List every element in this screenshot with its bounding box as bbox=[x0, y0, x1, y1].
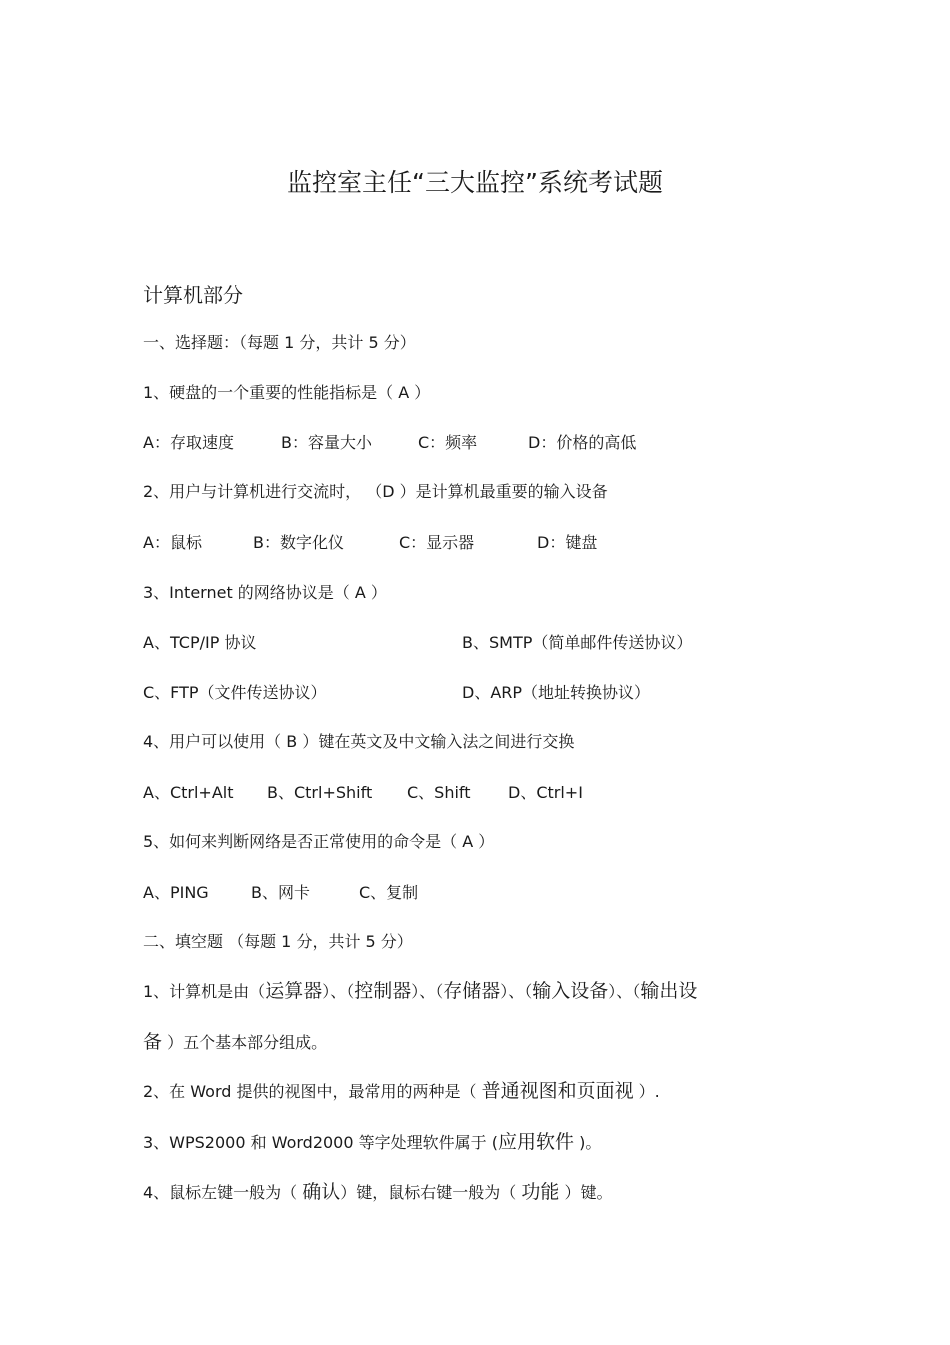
fill-q1-answer-2: 控制器 bbox=[354, 980, 412, 1002]
fill-q1-answer-5-part1: 输出设 bbox=[640, 980, 698, 1002]
q2-option-b: B：数字化仪 bbox=[253, 533, 344, 552]
fill-q2-answer: 普通视图和页面视 bbox=[481, 1080, 634, 1102]
q5-option-c: C、复制 bbox=[359, 883, 419, 902]
fill-q1-suffix: ）五个基本部分组成。 bbox=[162, 1033, 328, 1052]
question-2-options bbox=[143, 532, 843, 554]
fill-q1-answer-4: 输入设备 bbox=[532, 980, 609, 1002]
fill-q4-answer-1: 确认 bbox=[302, 1181, 341, 1203]
q4-option-c: C、Shift bbox=[407, 783, 471, 802]
fill-q1-answer-3: 存储器 bbox=[443, 980, 501, 1002]
fill-q1-sep-4: ）、（ bbox=[608, 982, 641, 1001]
q3-option-c: C、FTP（文件传送协议） bbox=[143, 683, 327, 702]
q1-option-b: B：容量大小 bbox=[281, 433, 372, 452]
question-3-text: 3、Internet 的网络协议是（ A ） bbox=[143, 583, 387, 602]
fill-question-4 bbox=[143, 1181, 613, 1204]
fill-question-1-continued bbox=[143, 1031, 327, 1054]
q2-option-c: C：显示器 bbox=[399, 533, 475, 552]
q2-option-a: A：鼠标 bbox=[143, 533, 202, 552]
q1-option-d: D：价格的高低 bbox=[528, 433, 637, 452]
part1-heading: 一、选择题：（每题 1 分，共计 5 分） bbox=[143, 333, 416, 352]
question-5-text: 5、如何来判断网络是否正常使用的命令是（ A ） bbox=[143, 832, 495, 851]
question-1-text: 1、硬盘的一个重要的性能指标是（ A ） bbox=[143, 383, 431, 402]
q3-option-b: B、SMTP（简单邮件传送协议） bbox=[462, 633, 693, 652]
fill-q3-answer: 应用软件 bbox=[497, 1131, 574, 1153]
fill-question-1 bbox=[143, 980, 697, 1003]
question-3-options-row1 bbox=[143, 632, 843, 654]
q2-option-d: D：键盘 bbox=[537, 533, 598, 552]
fill-q3-suffix: )。 bbox=[573, 1133, 602, 1152]
fill-q4-answer-2: 功能 bbox=[521, 1181, 560, 1203]
fill-q4-mid: ）键，鼠标右键一般为（ bbox=[340, 1183, 522, 1202]
fill-q1-sep-3: ）、（ bbox=[500, 982, 533, 1001]
fill-q1-sep-2: ）、（ bbox=[411, 982, 444, 1001]
q5-option-b: B、网卡 bbox=[251, 883, 310, 902]
fill-q3-prefix: 3、WPS2000 和 Word2000 等字处理软件属于 ( bbox=[143, 1133, 498, 1152]
section-heading: 计算机部分 bbox=[143, 283, 243, 307]
question-3-options-row2 bbox=[143, 682, 843, 704]
q3-option-a: A、TCP/IP 协议 bbox=[143, 633, 257, 652]
q4-option-a: A、Ctrl+Alt bbox=[143, 783, 234, 802]
question-5-options bbox=[143, 882, 843, 904]
fill-q1-sep-1: ）、（ bbox=[322, 982, 355, 1001]
fill-q2-suffix: ）. bbox=[633, 1082, 660, 1101]
question-4-options bbox=[143, 782, 843, 804]
question-2-text: 2、用户与计算机进行交流时， （D ）是计算机最重要的输入设备 bbox=[143, 482, 608, 501]
fill-q4-prefix: 4、鼠标左键一般为（ bbox=[143, 1183, 303, 1202]
fill-q1-answer-5-part2: 备 bbox=[143, 1031, 163, 1053]
fill-q1-answer-1: 运算器 bbox=[265, 980, 323, 1002]
fill-q4-suffix: ）键。 bbox=[559, 1183, 613, 1202]
fill-q2-prefix: 2、在 Word 提供的视图中，最常用的两种是（ bbox=[143, 1082, 482, 1101]
fill-question-3 bbox=[143, 1131, 601, 1154]
q4-option-b: B、Ctrl+Shift bbox=[267, 783, 373, 802]
q3-option-d: D、ARP（地址转换协议） bbox=[462, 683, 651, 702]
q4-option-d: D、Ctrl+I bbox=[508, 783, 583, 802]
question-1-options bbox=[143, 432, 843, 454]
q5-option-a: A、PING bbox=[143, 883, 209, 902]
part2-heading: 二、填空题 （每题 1 分，共计 5 分） bbox=[143, 932, 413, 951]
q1-option-c: C：频率 bbox=[418, 433, 478, 452]
fill-q1-prefix: 1、计算机是由（ bbox=[143, 982, 266, 1001]
page-title: 监控室主任“三大监控”系统考试题 bbox=[287, 168, 663, 197]
q1-option-a: A：存取速度 bbox=[143, 433, 234, 452]
fill-question-2 bbox=[143, 1080, 660, 1103]
question-4-text: 4、用户可以使用（ B ）键在英文及中文输入法之间进行交换 bbox=[143, 732, 575, 751]
